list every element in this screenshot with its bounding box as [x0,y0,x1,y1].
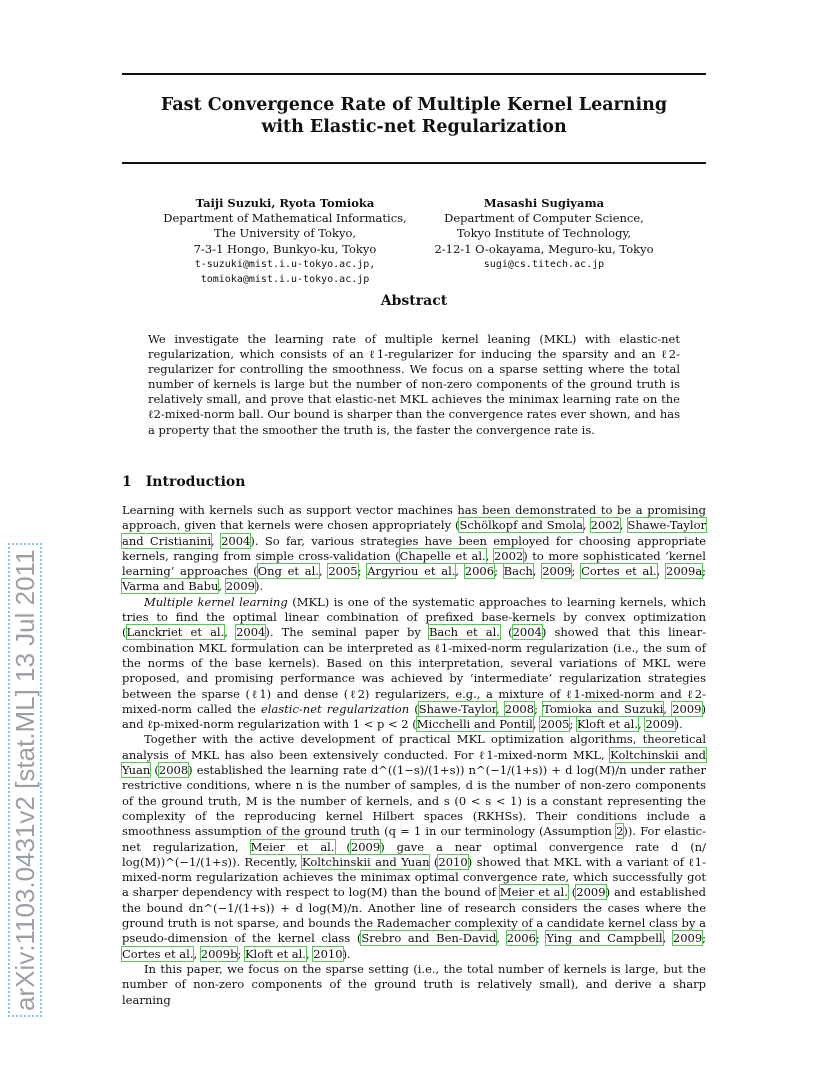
text-run: , [583,518,591,533]
citation-link[interactable]: 2009a [666,564,703,579]
citation-link[interactable]: 2010 [313,946,343,961]
author-block-right [428,196,660,272]
citation-link[interactable]: Ying and Campbell [546,931,663,946]
citation-link[interactable]: 2008 [504,701,535,716]
author-email[interactable]: t-suzuki@mist.i.u-tokyo.ac.jp, [194,258,376,270]
title-bottom-rule [122,162,706,164]
text-run: ). So far, various strategies have been employed for choosing appropriate kernels, ranging from simple cross-validation ( [122,533,707,563]
section-heading-introduction [122,474,245,490]
citation-link[interactable]: 2009 [645,717,675,732]
paragraph [122,962,706,1008]
citation-link[interactable]: Bach et al. [428,625,500,640]
text-run: showed that MKL with a variant of ℓ1-mixed-norm regularization achieves the minimax optimal convergence rate, which successfully got a sharper dependency with respect to log(M) than the bound of [122,854,706,900]
citation-link[interactable]: Lanckriet et al. [126,625,225,640]
citation-link[interactable]: 2009 [672,701,702,716]
citation-link[interactable]: 2005 [540,717,570,732]
citation-link[interactable]: 2002 [493,548,524,563]
text-run: ) and ℓp-mixed-norm regularization with 1 < p < 2 ( [122,701,706,732]
author-block-left [160,196,410,287]
citation-link[interactable]: Koltchinskii and Yuan [122,747,706,778]
text-run: ( [409,701,419,716]
citation-link[interactable]: Bach [503,564,533,579]
citation-link[interactable]: Micchelli and Pontil [416,717,533,732]
citation-link[interactable]: Chapelle et al. [399,548,486,563]
citation-link[interactable]: Kloft et al. [244,946,306,961]
citation-link[interactable]: 2009 [576,885,606,900]
text-run: Together with the active development of practical MKL optimization algorithms, theoretical analysis of MKL has also been extensively conducted. For ℓ1-mixed-norm MKL, [122,732,706,762]
text-run: ). The seminal paper by [265,625,429,640]
citation-link[interactable]: Meier et al. [250,839,335,854]
citation-link[interactable]: Koltchinskii and Yuan [302,854,430,869]
paragraph: Together with the active development of practical MKL optimization algorithms, theoretical analysis of MKL has also been extensively conducted. For ℓ1-mixed-norm MKL, Koltchinskii and Yuan (2008) established the learning rate d^((1−s)/(1+s)) n^(−1/(1+s)) + d log(M)/n under rather restrictive conditions, where n is the number of samples, d is the number of non-zero components of the ground truth, M is the number of kernels, and s (0 < s < 1) is a constant representing the complexity of the reproducing kernel Hilbert spaces (RKHSs). Their conditions include a smoothness assumption of the ground truth (q = 1 in our terminology (Assumption 2)). For elastic-net regularization, Meier et al. (2009) gave a near optimal convergence rate d (n/ log(M))^(−1/(1+s)). Recently, Koltchinskii and Yuan (2010) showed that MKL with a variant of ℓ1-mixed-norm regularization achieves the minimax optimal convergence rate, which successfully got a sharper dependency with respect to log(M) than the bound of Meier et al. (2009) and established the bound dn^(−1/(1+s)) + d log(M)/n. Another line of research considers the cases where the ground truth is not sparse, and bounds the Rademacher complexity of a candidate kernel class by a pseudo-dimension of the kernel class (Srebro and Ben-David, 2006; Ying and Campbell, 2009; Cortes et al., 2009b; Kloft et al., 2010). [122,732,707,961]
author-names-right: Masashi Sugiyama [483,196,605,210]
citation-link[interactable]: 2009b [200,946,238,961]
citation-link[interactable]: Meier et al. [499,885,568,900]
citation-link[interactable]: Ong et al. [257,564,319,579]
citation-link[interactable]: 2008 [158,763,189,778]
citation-link[interactable]: Cortes et al. [581,564,657,579]
affiliation-line: The University of Tokyo, [213,226,357,241]
title-line-1: Fast Convergence Rate of Multiple Kernel Learning [160,95,668,115]
text-run: (MKL) is one of the systematic approaches to learning kernels, which tries to find the optimal linear combination of prefixed base-kernels by convex optimization ( [122,594,706,640]
citation-link[interactable]: 2009 [350,839,381,854]
citation-link[interactable]: Argyriou et al. [367,564,456,579]
affiliation-line: 7-3-1 Hongo, Bunkyo-ku, Tokyo [193,241,377,256]
citation-link[interactable]: 2002 [590,518,620,533]
citation-link[interactable]: 2009 [225,579,255,594]
abstract-text: We investigate the learning rate of multiple kernel leaning (MKL) with elastic-net regularization, which consists of an ℓ1-regularizer for inducing the sparsity and an ℓ2-regularizer for controlling the smoothness. We focus on a sparse setting where the total number of kernels is large but the number of non-zero components of the ground truth is relatively small, and prove that elastic-net MKL achieves the minimax learning rate on the ℓ2-mixed-norm ball. Our bound is sharper than the convergence rates ever shown, and has a property that the smoother the truth is, the faster the convergence rate is. [148,332,680,437]
citation-link[interactable]: 2004 [236,625,266,640]
affiliation-line: 2-12-1 O-okayama, Meguro-ku, Tokyo [434,241,654,256]
introduction-body [122,503,706,1008]
text-run: showed that this linear-combination MKL formulation can be interpreted as ℓ1-mixed-norm regularization (i.e., the sum of the norms of the base kernels). Based on this interpretation, several variations of MKL were proposed, and promising performance was achieved by ‘intermediate’ regularization strategies between the sparse (ℓ1) and dense (ℓ2) regularizers, e.g., a mixture of ℓ1-mixed-norm and ℓ2-mixed-norm called the [122,625,706,716]
citation-link[interactable]: 2010 [438,854,468,869]
citation-link[interactable]: 2004 [512,625,542,640]
affiliation-line: Department of Mathematical Informatics, [163,211,407,226]
citation-link[interactable]: 2006 [464,564,495,579]
emphasis: elastic-net regularization [260,701,410,716]
citation-link[interactable]: Shawe-Taylor and Cristianini [122,518,707,548]
citation-link[interactable]: 2005 [328,564,358,579]
text-run: In this paper, we focus on the sparse setting (i.e., the total number of kernels is large, but the number of non-zero components of the ground truth is relatively small), and derive a sharp learning [122,961,706,1007]
emphasis: Multiple kernel learning [144,594,288,609]
affiliation-line: Department of Computer Science, [444,211,644,226]
text-run: ). [342,946,351,961]
title-line-2: with Elastic-net Regularization [261,117,567,137]
paper-title [122,94,706,138]
author-names-left: Taiji Suzuki, Ryota Tomioka [195,196,375,210]
citation-link[interactable]: 2004 [221,533,251,548]
citation-link[interactable]: 2009 [672,931,703,946]
text-run: gave a near optimal convergence rate d (n/ log(M))^(−1/(1+s)). Recently, [122,839,706,869]
text-run: ) to more sophisticated ‘kernel learning’ approaches ( [122,548,706,579]
paragraph: Learning with kernels such as support vector machines has been demonstrated to be a promising approach, given that kernels were chosen appropriately (Schölkopf and Smola, 2002, Shawe-Taylor and Cristianini, 2004). So far, various strategies have been employed for choosing appropriate kernels, ranging from simple cross-validation (Chapelle et al., 2002) to more sophisticated ‘kernel learning’ approaches (Ong et al., 2005; Argyriou et al., 2006; Bach, 2009; Cortes et al., 2009a; Varma and Babu, 2009). [122,503,707,594]
citation-link[interactable]: 2006 [506,931,536,946]
author-email[interactable]: sugi@cs.titech.ac.jp [483,258,605,270]
citation-link[interactable]: Shawe-Taylor [418,701,496,716]
text-run: Learning with kernels such as support vector machines has been demonstrated to be a promising approach, given that kernels were chosen appropriately ( [122,503,706,533]
citation-link[interactable]: 2009 [542,564,572,579]
text-run: and established the bound dn^(−1/(1+s)) + d log(M)/n. Another line of research considers the cases where the ground truth is not sparse, and bounds the Rademacher complexity of a candidate kernel class by a pseudo-dimension of the kernel class ( [122,885,706,946]
citation-link[interactable]: Tomioka and Suzuki [543,701,664,716]
text-run: ). [254,579,264,594]
arxiv-sidebar-stamp: arXiv:1103.0431v2 [stat.ML] 13 Jul 2011 [10,545,40,1015]
paragraph: Multiple kernel learning (MKL) is one of the systematic approaches to learning kernels, which tries to find the optimal linear combination of prefixed base-kernels by convex optimization (Lanckriet et al., 2004). The seminal paper by Bach et al. (2004) showed that this linear-combination MKL formulation can be interpreted as ℓ1-mixed-norm regularization (i.e., the sum of the norms of the base kernels). Based on this interpretation, several variations of MKL were proposed, and promising performance was achieved by ‘intermediate’ regularization strategies between the sparse (ℓ1) and dense (ℓ2) regularizers, e.g., a mixture of ℓ1-mixed-norm and ℓ2-mixed-norm called the elastic-net regularization (Shawe-Taylor, 2008; Tomioka and Suzuki, 2009) and ℓp-mixed-norm regularization with 1 < p < 2 (Micchelli and Pontil, 2005; Kloft et al., 2009). [122,594,706,732]
section-title: Introduction [145,474,246,490]
citation-link[interactable]: 2 [616,824,624,839]
abstract-heading: Abstract [380,293,448,309]
citation-link[interactable]: Cortes et al. [122,946,194,961]
author-email[interactable]: tomioka@mist.i.u-tokyo.ac.jp [200,274,370,286]
affiliation-line: Tokyo Institute of Technology, [456,226,632,241]
citation-link[interactable]: Srebro and Ben-David [361,931,497,946]
citation-link[interactable]: Varma and Babu [122,579,219,594]
top-rule [122,73,706,75]
text-run: established the learning rate d^((1−s)/(1+s)) n^(−1/(1+s)) + d log(M)/n under rather restrictive conditions, where n is the number of samples, d is the number of non-zero components of the ground truth, M is the number of kernels, and s (0 < s < 1) is a constant representing the complexity of the reproducing kernel Hilbert spaces (RKHSs). Their conditions include a smoothness assumption of the ground truth (q = 1 in our terminology (Assumption [122,763,706,839]
text-run: )). For elastic-net regularization, [122,824,706,854]
text-run: ). [674,717,683,732]
citation-link[interactable]: Schölkopf and Smola [459,518,584,533]
citation-link[interactable]: Kloft et al. [577,717,638,732]
section-number: 1 [122,474,132,490]
